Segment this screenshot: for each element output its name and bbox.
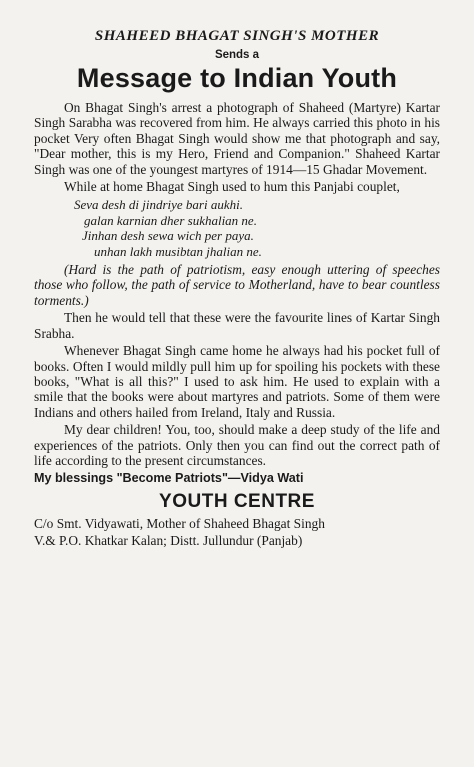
verse-line: Jinhan desh sewa wich per paya. — [82, 228, 254, 244]
verse-line: galan karnian dher sukhalian ne. — [84, 212, 257, 228]
paragraph-children: My dear children! You, too, should make a deep study of the life and experiences of the patriots. Only then you can find out the correct path of life according to the present circumstances. — [34, 422, 440, 468]
verse-line: unhan lakh musibtan jhalian ne. — [94, 243, 262, 259]
couplet-verse — [34, 197, 440, 259]
message-body — [34, 100, 440, 468]
sends-line: Sends a — [214, 49, 260, 61]
organization-name: YOUTH CENTRE — [159, 491, 315, 513]
paragraph-couplet-intro: While at home Bhagat Singh used to hum this Panjabi couplet, — [64, 179, 400, 195]
paragraph-arrest: On Bhagat Singh's arrest a photograph of Shaheed (Martyre) Kartar Singh Sarabha was recovered from him. He always carried this photo in his pocket Very often Bhagat Singh would show me that photograph and say, "Dear mother, this is my Hero, Friend and Companion." Shaheed Kartar Singh was one of the youngest martyres of 1914—15 Ghadar Movement. — [34, 100, 440, 177]
paragraph-books: Whenever Bhagat Singh came home he always had his pocket full of books. Often I would mildly pull him up for spoiling his pockets with these books, "What is all this?" I used to ask him. He used to explain with a smile that the books were about martyres and patriots. Some of them were Indians and others hailed from Ireland, Italy and Russia. — [34, 343, 440, 420]
paragraph-favourite-lines: Then he would tell that these were the favourite lines of Kartar Singh Srabha. — [34, 310, 440, 341]
blessing-signature: My blessings "Become Patriots"—Vidya Wati — [34, 471, 304, 486]
couplet-translation: (Hard is the path of patriotism, easy enough uttering of speeches those who follow, the path of service to Motherland, have to bear countless torments.) — [34, 262, 440, 308]
page-title: Message to Indian Youth — [76, 63, 398, 93]
address-block — [34, 515, 440, 549]
address-line: V.& P.O. Khatkar Kalan; Distt. Jullundur (Panjab) — [34, 533, 303, 549]
address-line: C/o Smt. Vidyawati, Mother of Shaheed Bhagat Singh — [34, 516, 325, 532]
verse-line: Seva desh di jindriye bari aukhi. — [74, 197, 243, 213]
kicker-heading: SHAHEED BHAGAT SINGH'S MOTHER — [94, 28, 380, 44]
